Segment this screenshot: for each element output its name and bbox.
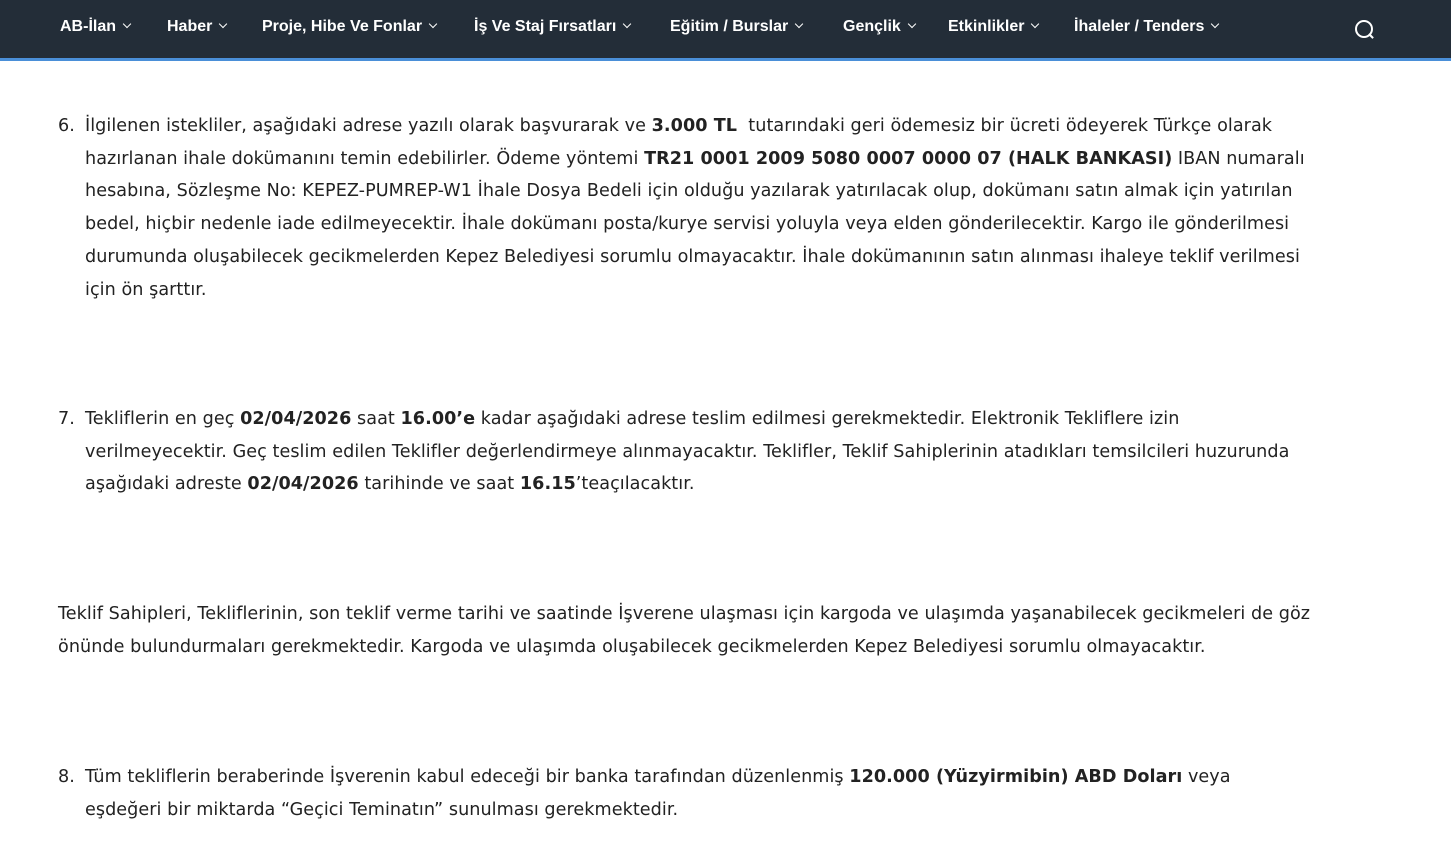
nav-label: Gençlik xyxy=(843,18,901,35)
paragraph-line xyxy=(58,603,1310,625)
paragraph-line xyxy=(58,636,1206,658)
text: IBAN numaralı xyxy=(1172,148,1305,169)
bold-text: 02/04/2026 xyxy=(247,474,359,495)
search-icon[interactable] xyxy=(1355,20,1373,38)
text: Tekliflerin en geç xyxy=(85,409,241,429)
chevron-down-icon xyxy=(795,20,803,28)
nav-item-genclik[interactable] xyxy=(843,18,915,36)
text: İlgilenen istekliler, aşağıdaki adrese yazılı olarak başvurarak ve xyxy=(85,116,652,136)
chevron-down-icon xyxy=(219,20,227,28)
text: bedel, hiçbir nedenle iade edilmeyecektir. İhale dokümanı posta/kurye servisi yoluyla veya elden gönderilecektir. Kargo ile gönderilmesi xyxy=(85,214,1290,235)
paragraph-line xyxy=(85,279,207,301)
paragraph-line xyxy=(85,473,695,495)
chevron-down-icon xyxy=(623,20,631,28)
paragraph-line xyxy=(85,180,1293,202)
paragraph-line xyxy=(85,148,1305,170)
nav-item-egitim[interactable] xyxy=(670,18,802,36)
nav-label: Haber xyxy=(167,18,213,35)
nav-label: Eğitim / Burslar xyxy=(670,18,789,35)
bold-text: 16.00’e xyxy=(400,409,476,429)
paragraph-line xyxy=(85,766,1231,788)
nav-label: İhaleler / Tenders xyxy=(1074,18,1205,35)
text: önünde bulundurmaları gerekmektedir. Kargoda ve ulaşımda oluşabilecek gecikmelerden Kepez Belediyesi sorumlu olmayacaktır. xyxy=(58,636,1206,657)
bold-text: TR21 0001 2009 5080 0007 0000 07 (HALK BANKASI) xyxy=(644,148,1173,169)
bold-text: 3.000 TL xyxy=(651,116,738,136)
paragraph-line xyxy=(85,408,1179,430)
text: Tüm tekliflerin beraberinde İşverenin kabul edeceği bir banka tarafından düzenlenmiş xyxy=(85,767,850,787)
nav-item-haber[interactable] xyxy=(167,18,226,36)
bold-text: 02/04/2026 xyxy=(240,409,352,429)
list-number: 8. xyxy=(58,767,75,787)
nav-label: Etkinlikler xyxy=(948,18,1025,35)
list-number: 7. xyxy=(58,409,75,429)
paragraph-line xyxy=(85,115,1272,137)
text: saat xyxy=(351,409,401,429)
text: için ön şarttır. xyxy=(85,279,207,300)
nav-label: AB-İlan xyxy=(60,18,116,35)
paragraph-line xyxy=(85,799,678,821)
chevron-down-icon xyxy=(908,20,916,28)
paragraph-line xyxy=(85,213,1289,235)
chevron-down-icon xyxy=(1211,20,1219,28)
text: aşağıdaki adreste xyxy=(85,474,248,495)
paragraph-line xyxy=(85,441,1289,463)
paragraph-line xyxy=(85,246,1300,268)
nav-item-ab-ilan[interactable] xyxy=(60,18,130,36)
chevron-down-icon xyxy=(1031,20,1039,28)
text: Teklif Sahipleri, Tekliflerinin, son teklif verme tarihi ve saatinde İşverene ulaşması için kargoda ve ulaşımda yaşanabilecek gecikmeleri de göz xyxy=(58,604,1311,624)
chevron-down-icon xyxy=(429,20,437,28)
text: tutarındaki geri ödemesiz bir ücreti ödeyerek Türkçe olarak xyxy=(737,116,1273,136)
text: durumunda oluşabilecek gecikmelerden Kepez Belediyesi sorumlu olmayacaktır. İhale dokümanının satın alınması ihaleye teklif verilmesi xyxy=(85,246,1300,267)
nav-item-proje[interactable] xyxy=(262,18,436,36)
text: kadar aşağıdaki adrese teslim edilmesi gerekmektedir. Elektronik Tekliflere izin xyxy=(475,409,1180,429)
bold-text: 120.000 (Yüzyirmibin) ABD Doları xyxy=(849,767,1183,787)
text: hazırlanan ihale dokümanını temin edebilirler. Ödeme yöntemi xyxy=(85,148,645,169)
top-navigation xyxy=(0,0,1451,61)
text: tarihinde ve saat xyxy=(358,474,520,495)
text: hesabına, Sözleşme No: KEPEZ-PUMREP-W1 İhale Dosya Bedeli için olduğu yazılarak yatırılacak olup, dokümanı satın almak için yatırılan xyxy=(85,181,1293,202)
chevron-down-icon xyxy=(123,20,131,28)
nav-item-is-staj[interactable] xyxy=(474,18,630,36)
text: eşdeğeri bir miktarda “Geçici Teminatın” sunulması gerekmektedir. xyxy=(85,799,679,820)
nav-item-etkinlikler[interactable] xyxy=(948,18,1038,36)
text: ’teaçılacaktır. xyxy=(575,474,695,495)
text: verilmeyecektir. Geç teslim edilen Teklifler değerlendirmeye alınmayacaktır. Teklifler, Teklif Sahiplerinin atadıkları temsilcileri huzurunda xyxy=(85,441,1290,462)
nav-label: İş Ve Staj Fırsatları xyxy=(474,18,617,35)
list-number: 6. xyxy=(58,116,75,136)
nav-item-ihaleler[interactable] xyxy=(1074,18,1218,36)
text: veya xyxy=(1182,767,1231,787)
nav-label: Proje, Hibe Ve Fonlar xyxy=(262,18,423,35)
bold-text: 16.15 xyxy=(519,474,576,495)
